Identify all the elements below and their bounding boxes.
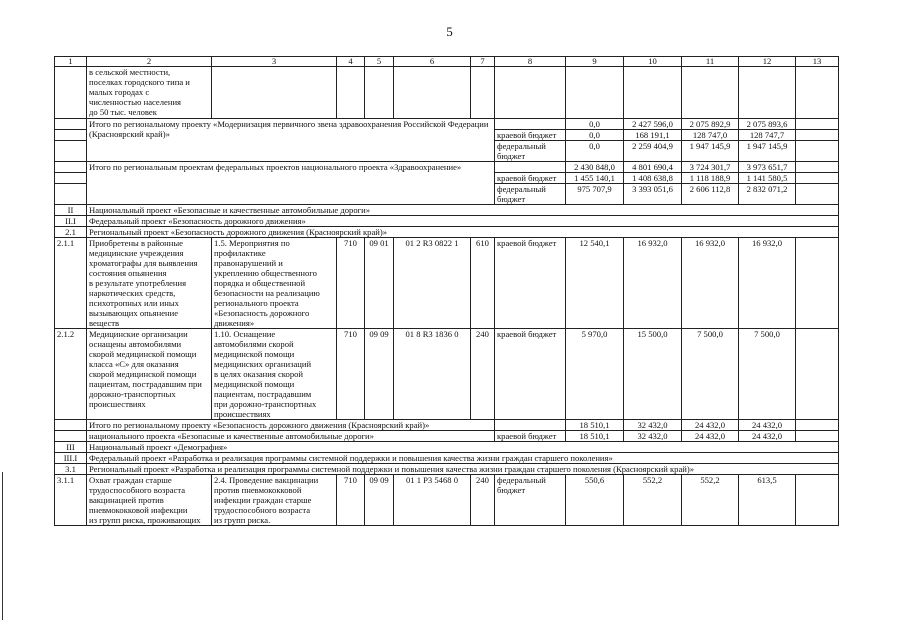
cell-description: Охват граждан старше трудоспособного возраста вакцинацией против пневмококковой инфекции из групп риска, проживающих: [87, 475, 212, 526]
cell-value: 552,2: [682, 475, 739, 526]
cell-source: краевой бюджет: [495, 173, 566, 184]
cell-value: 24 432,0: [682, 431, 739, 442]
header-cell: 4: [337, 57, 365, 67]
table-row: [55, 162, 839, 173]
cell-value: 2 259 404,9: [624, 141, 682, 162]
cell-value: 128 747,7: [739, 130, 796, 141]
section-number: III: [55, 442, 87, 453]
section-row: [55, 453, 839, 464]
cell-value: 1 947 145,9: [682, 141, 739, 162]
cell-source: [495, 162, 566, 173]
section-number: II.I: [55, 216, 87, 227]
row-number: 2.1.2: [55, 329, 87, 420]
cell-value: 1 947 145,9: [739, 141, 796, 162]
cell-value: 3 973 651,7: [739, 162, 796, 173]
header-cell: 6: [394, 57, 471, 67]
table-row: [55, 119, 839, 130]
table-row: [55, 431, 839, 442]
table-row: [55, 475, 839, 526]
cell-measure: 1.10. Оснащение автомобилями скорой медицинской помощи медицинских организаций в целях оказания скорой медицинской помощи пациентам, пострадавшим при дорожно-транспортных происшествиях: [212, 329, 337, 420]
cell-value: 7 500,0: [739, 329, 796, 420]
section-number: 3.1: [55, 464, 87, 475]
row-number: 3.1.1: [55, 475, 87, 526]
section-row: [55, 205, 839, 216]
cell-description: в сельской местности, поселках городского типа и малых городах с численностью населения до 50 тыс. человек: [87, 67, 212, 119]
cell-description: Приобретены в районные медицинские учреждения хроматографы для выявления состояния опьянения в результате употребления наркотических средств, психотропных или иных вызывающих опьянение веществ: [87, 238, 212, 329]
cell-value: 1 118 188,9: [682, 173, 739, 184]
cell-code: 710: [337, 238, 365, 329]
cell-value: 18 510,1: [566, 431, 624, 442]
header-cell: 5: [365, 57, 394, 67]
header-cell: 10: [624, 57, 682, 67]
cell-value: 16 932,0: [624, 238, 682, 329]
cell-measure: 2.4. Проведение вакцинации против пневмококковой инфекции граждан старше трудоспособного возраста из групп риска.: [212, 475, 337, 526]
header-cell: 2: [87, 57, 212, 67]
cell-source: краевой бюджет: [495, 431, 566, 442]
header-cell: 3: [212, 57, 337, 67]
cell-source: [495, 119, 566, 130]
cell-value: 2 427 596,0: [624, 119, 682, 130]
section-row: [55, 216, 839, 227]
cell-code: 240: [471, 475, 495, 526]
section-number: 2.1: [55, 227, 87, 238]
cell-value: 12 540,1: [566, 238, 624, 329]
table-row: [55, 67, 839, 119]
budget-table: [54, 56, 839, 526]
section-row: [55, 227, 839, 238]
cell-value: 2 430 848,0: [566, 162, 624, 173]
cell-source: краевой бюджет: [495, 130, 566, 141]
cell-value: 1 455 140,1: [566, 173, 624, 184]
table-row: [55, 420, 839, 431]
section-title: Региональный проект «Разработка и реализация программы системной поддержки и повышения качества жизни граждан старшего поколения (Красноярский край)»: [87, 464, 839, 475]
cell-value: 4 801 690,4: [624, 162, 682, 173]
cell-value: 0,0: [566, 130, 624, 141]
cell-value: 168 191,1: [624, 130, 682, 141]
cell-value: 16 932,0: [682, 238, 739, 329]
cell-code: 710: [337, 475, 365, 526]
cell-value: 18 510,1: [566, 420, 624, 431]
table-row: [55, 238, 839, 329]
cell-code: 01 8 R3 1836 0: [394, 329, 471, 420]
cell-value: 5 970,0: [566, 329, 624, 420]
cell-source: краевой бюджет: [495, 329, 566, 420]
cell-source: федеральный бюджет: [495, 141, 566, 162]
cell-value: 1 141 580,5: [739, 173, 796, 184]
section-row: [55, 442, 839, 453]
cell-source: федеральный бюджет: [495, 475, 566, 526]
cell-value: 24 432,0: [739, 420, 796, 431]
cell-value: 975 707,9: [566, 184, 624, 205]
cell-value: 2 832 071,2: [739, 184, 796, 205]
cell-value: 16 932,0: [739, 238, 796, 329]
cell-value: 1 408 638,8: [624, 173, 682, 184]
cell-value: 7 500,0: [682, 329, 739, 420]
cell-code: 09 09: [365, 329, 394, 420]
header-cell: 7: [471, 57, 495, 67]
row-number: 2.1.1: [55, 238, 87, 329]
cell-source: федеральный бюджет: [495, 184, 566, 205]
section-title: Национальный проект «Безопасные и качественные автомобильные дороги»: [87, 205, 839, 216]
total-label: Итого по региональному проекту «Модернизация первичного звена здравоохранения Российской Федерации (Красноярский край)»: [87, 119, 495, 162]
section-title: Федеральный проект «Безопасность дорожного движения»: [87, 216, 839, 227]
cell-code: 09 01: [365, 238, 394, 329]
cell-value: 3 724 301,7: [682, 162, 739, 173]
cell-source: краевой бюджет: [495, 238, 566, 329]
table-row: [55, 329, 839, 420]
cell-value: 2 606 112,8: [682, 184, 739, 205]
cell-value: 550,6: [566, 475, 624, 526]
page-number: 5: [446, 24, 453, 39]
section-title: Региональный проект «Безопасность дорожного движения (Красноярский край)»: [87, 227, 839, 238]
section-title: Федеральный проект «Разработка и реализация программы системной поддержки и повышения качества жизни граждан старшего поколения»: [87, 453, 839, 464]
section-number: III.I: [55, 453, 87, 464]
cell-value: 15 500,0: [624, 329, 682, 420]
cell-code: 710: [337, 329, 365, 420]
header-cell: 11: [682, 57, 739, 67]
cell-code: 01 2 R3 0822 1: [394, 238, 471, 329]
margin-line: [2, 472, 3, 620]
header-cell: 12: [739, 57, 796, 67]
total-label: национального проекта «Безопасные и качественные автомобильные дороги»: [87, 431, 495, 442]
cell-value: 0,0: [566, 141, 624, 162]
cell-value: 24 432,0: [682, 420, 739, 431]
cell-value: 32 432,0: [624, 431, 682, 442]
header-cell: 13: [796, 57, 839, 67]
cell-code: 610: [471, 238, 495, 329]
cell-value: 552,2: [624, 475, 682, 526]
section-title: Национальный проект «Демография»: [87, 442, 839, 453]
header-cell: 1: [55, 57, 87, 67]
cell-value: 0,0: [566, 119, 624, 130]
header-cell: 9: [566, 57, 624, 67]
cell-value: 2 075 892,9: [682, 119, 739, 130]
cell-value: 3 393 051,6: [624, 184, 682, 205]
cell-description: Медицинские организации оснащены автомобилями скорой медицинской помощи класса «С» для оказания скорой медицинской помощи пациентам, пострадавшим при дорожно-транспортных происшествиях: [87, 329, 212, 420]
cell-code: 09 09: [365, 475, 394, 526]
section-row: [55, 464, 839, 475]
cell-value: 32 432,0: [624, 420, 682, 431]
header-row: [55, 57, 839, 67]
cell-value: 24 432,0: [739, 431, 796, 442]
cell-value: 613,5: [739, 475, 796, 526]
total-label: Итого по региональным проектам федеральных проектов национального проекта «Здравоохранение»: [87, 162, 495, 205]
total-label: Итого по региональному проекту «Безопасность дорожного движения (Красноярский край)»: [87, 420, 495, 431]
cell-value: 2 075 893,6: [739, 119, 796, 130]
header-cell: 8: [495, 57, 566, 67]
cell-code: 01 1 P3 5468 0: [394, 475, 471, 526]
cell-measure: 1.5. Мероприятия по профилактике правонарушений и укреплению общественного порядка и общественной безопасности на реализацию регионального проекта «Безопасность дорожного движения»: [212, 238, 337, 329]
cell-code: 240: [471, 329, 495, 420]
cell-value: 128 747,0: [682, 130, 739, 141]
section-number: II: [55, 205, 87, 216]
